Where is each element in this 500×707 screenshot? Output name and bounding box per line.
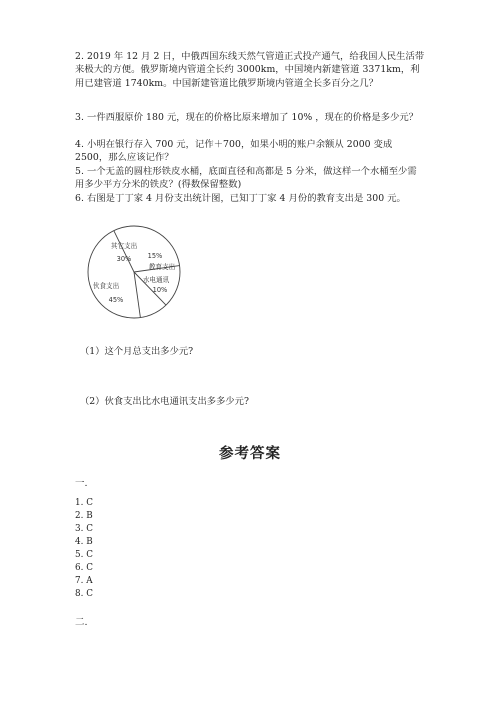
answer-item: 8. C (75, 589, 93, 599)
pie-slice-label: 伙食支出 (92, 282, 120, 290)
answer-item: 6. C (75, 563, 93, 573)
problem-5: 5. 一个无盖的圆柱形铁皮水桶，底面直径和高都是 5 分米，做这样一个水桶至少需用多少平方分米的铁皮？(得数保留整数) (75, 166, 417, 191)
question-2: （2）伙食支出比水电通讯支出多多少元? (80, 396, 249, 407)
problem-2: 2. 2019 年 12 月 2 日，中俄西国东线天然气管道正式投产通气，给我国人民生活带来极大的方便。俄罗斯境内管道全长约 3000km，中国境内新建管道 3371km，利用已建管道 1740km。中国新建管道比俄罗斯境内管道全长多百分之几？ (75, 51, 425, 89)
pie-slice-label: 水电通讯 (142, 276, 170, 284)
problem-3: 3. 一件西服原价 180 元，现在的价格比原来增加了 10% ，现在的价格是多少元？ (75, 112, 419, 123)
expense-pie-chart (75, 222, 215, 322)
section-heading-2: 二. (75, 617, 88, 628)
pie-slice-percent: 30% (116, 255, 132, 263)
problem-4: 4. 小明在银行存入 700 元，记作＋700，如果小明的账户余额从 2000 变成 2500，那么应该记作？ (75, 139, 393, 164)
pie-slice-percent: 15% (147, 252, 163, 260)
pie-slice-label: 其它支出 (110, 242, 138, 250)
answer-item: 3. C (75, 524, 93, 534)
answer-item: 2. B (75, 511, 93, 521)
pie-slice-percent: 45% (108, 296, 124, 304)
answer-title: 参考答案 (219, 445, 281, 462)
pie-slice-percent: 10% (152, 286, 168, 294)
answer-item: 7. A (75, 576, 93, 586)
question-1: （1）这个月总支出多少元? (80, 346, 194, 357)
answer-item: 5. C (75, 550, 93, 560)
problem-6: 6. 右图是丁丁家 4 月份支出统计图，已知丁丁家 4 月份的教育支出是 300 元。 (75, 193, 406, 204)
pie-slice-label: 教育支出 (148, 263, 176, 271)
answer-item: 1. C (75, 498, 93, 508)
answer-item: 4. B (75, 537, 93, 547)
section-heading-1: 一. (75, 478, 88, 489)
